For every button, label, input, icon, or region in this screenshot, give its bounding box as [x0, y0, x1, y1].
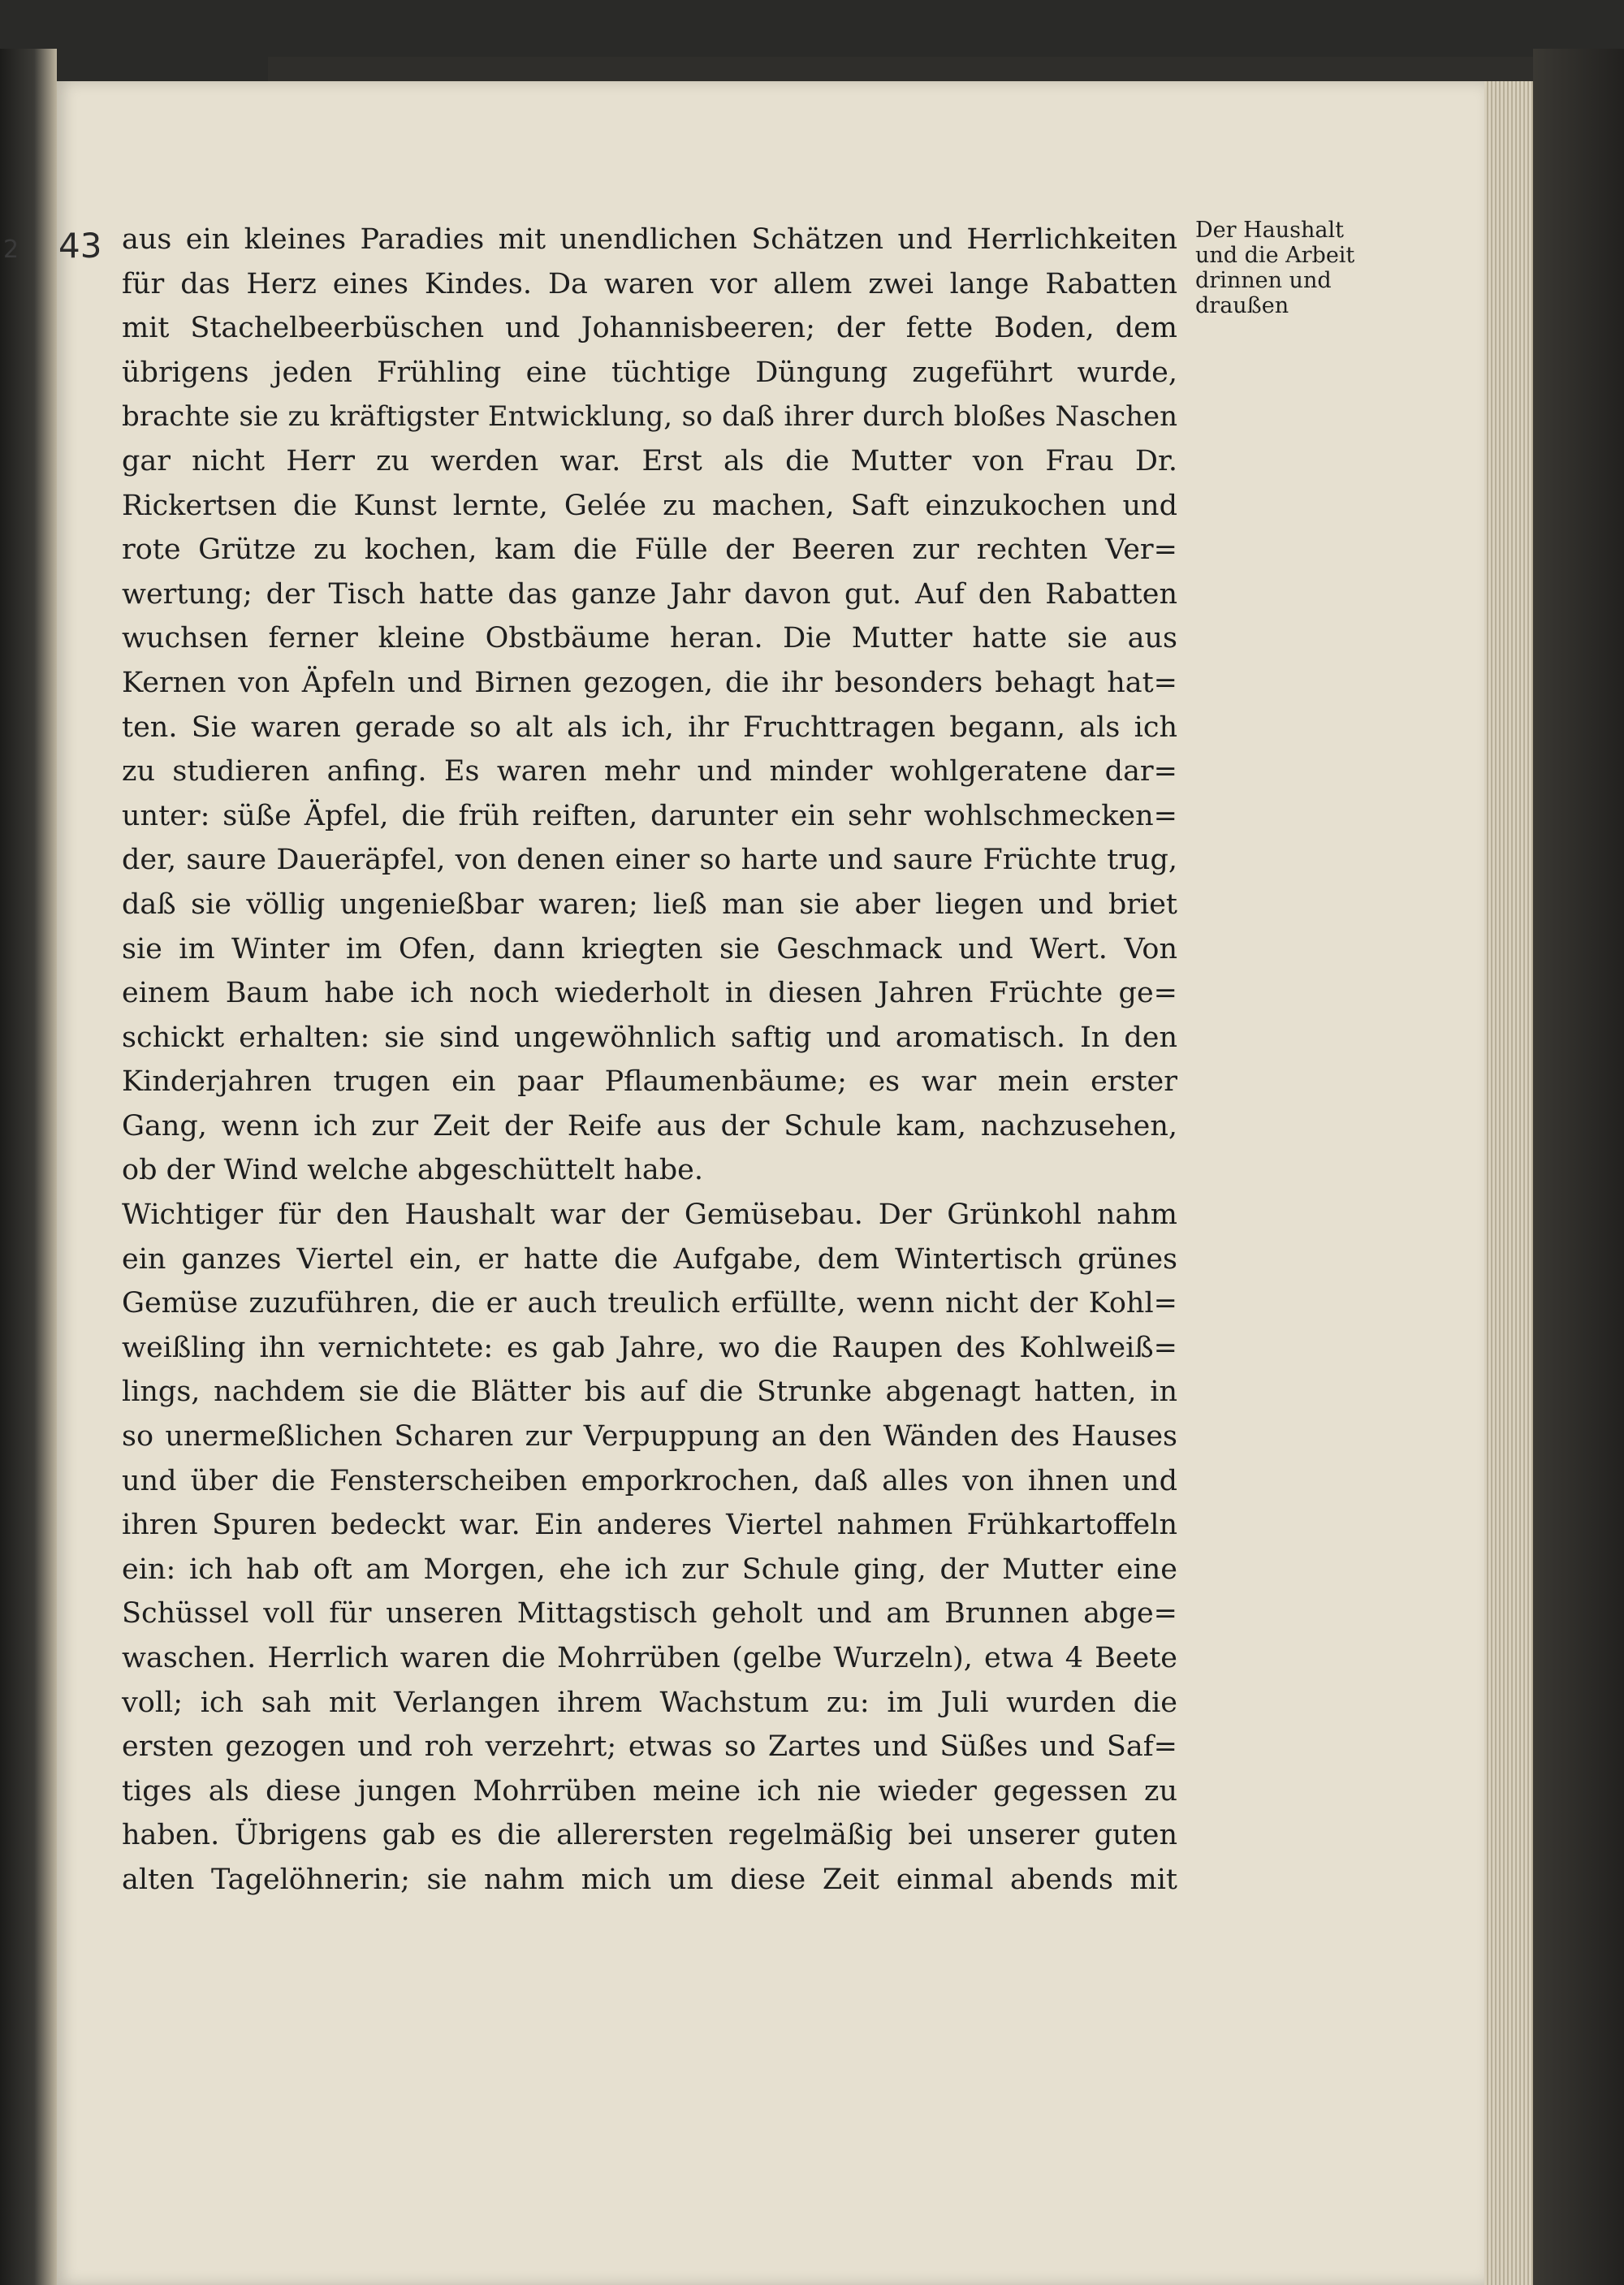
text-line: und über die Fensterscheiben emporkrochen, daß alles von ihnen und — [122, 1464, 1177, 1497]
text-line: zu studieren anfing. Es waren mehr und minder wohlgeratene dar= — [122, 755, 1177, 788]
text-line: ersten gezogen und roh verzehrt; etwas so Zartes und Süßes und Saf= — [122, 1730, 1177, 1764]
text-line: wuchsen ferner kleine Obstbäume heran. Die Mutter hatte sie aus — [122, 622, 1177, 655]
margin-note-line: Der Haushalt — [1195, 218, 1344, 243]
text-line: lings, nachdem sie die Blätter bis auf die Strunke abgenagt hatten, in — [122, 1376, 1177, 1409]
text-line: brachte sie zu kräftigster Entwicklung, so daß ihrer durch bloßes Naschen — [122, 400, 1177, 434]
body-text — [122, 218, 1177, 1903]
book-spine-left — [0, 49, 57, 2285]
text-line: haben. Übrigens gab es die allerersten regelmäßig bei unserer guten — [122, 1819, 1177, 1852]
book-cover-top — [268, 57, 1533, 81]
text-line: waschen. Herrlich waren die Mohrrüben (gelbe Wurzeln), etwa 4 Beete — [122, 1642, 1177, 1674]
text-line: Schüssel voll für unseren Mittagstisch geholt und am Brunnen abge= — [122, 1597, 1177, 1631]
text-line: alten Tagelöhnerin; sie nahm mich um diese Zeit einmal abends mit — [122, 1863, 1177, 1896]
page-number: 43 — [58, 226, 102, 266]
text-line: einem Baum habe ich noch wiederholt in diesen Jahren Früchte ge= — [122, 977, 1177, 1010]
text-line: so unermeßlichen Scharen zur Verpuppung an den Wänden des Hauses — [122, 1420, 1177, 1454]
text-line: aus ein kleines Paradies mit unendlichen Schätzen und Herrlichkeiten — [122, 223, 1177, 256]
text-line: Kinderjahren trugen ein paar Pflaumenbäume; es war mein erster — [122, 1065, 1177, 1099]
text-line: ein ganzes Viertel ein, er hatte die Aufgabe, dem Wintertisch grünes — [122, 1242, 1177, 1276]
text-line: schickt erhalten: sie sind ungewöhnlich saftig und aromatisch. In den — [122, 1021, 1177, 1054]
text-line: ob der Wind welche abgeschüttelt habe. — [122, 1154, 703, 1187]
text-line: Wichtiger für den Haushalt war der Gemüsebau. Der Grünkohl nahm — [122, 1199, 1177, 1232]
text-line: Gemüse zuzuführen, die er auch treulich erfüllte, wenn nicht der Kohl= — [122, 1287, 1177, 1320]
text-line: übrigens jeden Frühling eine tüchtige Düngung zugeführt wurde, — [122, 356, 1177, 389]
page-edges — [1484, 81, 1533, 2285]
text-line: ihren Spuren bedeckt war. Ein anderes Viertel nahmen Frühkartoffeln — [122, 1509, 1177, 1542]
margin-note-line: drinnen und — [1195, 268, 1332, 293]
text-line: rote Grütze zu kochen, kam die Fülle der Beeren zur rechten Ver= — [122, 533, 1177, 567]
text-line: mit Stachelbeerbüschen und Johannisbeeren; der fette Boden, dem — [122, 312, 1177, 345]
left-page-number: 2 — [3, 235, 19, 264]
text-line: ein: ich hab oft am Morgen, ehe ich zur Schule ging, der Mutter eine — [122, 1553, 1177, 1586]
text-line: Gang, wenn ich zur Zeit der Reife aus der Schule kam, nachzusehen, — [122, 1109, 1177, 1142]
text-line: tiges als diese jungen Mohrrüben meine ich nie wieder gegessen zu — [122, 1774, 1177, 1808]
text-line: gar nicht Herr zu werden war. Erst als die Mutter von Frau Dr. — [122, 444, 1177, 477]
text-line: Kernen von Äpfeln und Birnen gezogen, die ihr besonders behagt hat= — [122, 666, 1177, 699]
margin-note-line: und die Arbeit — [1195, 243, 1355, 268]
text-line: für das Herz eines Kindes. Da waren vor allem zwei lange Rabatten — [122, 267, 1177, 300]
text-line: wertung; der Tisch hatte das ganze Jahr davon gut. Auf den Rabatten — [122, 577, 1177, 611]
text-line: Rickertsen die Kunst lernte, Gelée zu machen, Saft einzukochen und — [122, 489, 1177, 522]
text-line: daß sie völlig ungenießbar waren; ließ man sie aber liegen und briet — [122, 888, 1177, 921]
margin-note-line: draußen — [1195, 293, 1289, 318]
text-line: weißling ihn vernichtete: es gab Jahre, wo die Raupen des Kohlweiß= — [122, 1331, 1177, 1364]
text-line: sie im Winter im Ofen, dann kriegten sie Geschmack und Wert. Von — [122, 932, 1177, 965]
margin-note — [1195, 218, 1439, 318]
book-cover-right — [1533, 49, 1624, 2285]
text-line: unter: süße Äpfel, die früh reiften, darunter ein sehr wohlschmecken= — [122, 799, 1177, 832]
text-line: der, saure Daueräpfel, von denen einer so harte und saure Früchte trug, — [122, 844, 1177, 877]
text-line: ten. Sie waren gerade so alt als ich, ihr Fruchttragen begann, als ich — [122, 711, 1177, 744]
text-line: voll; ich sah mit Verlangen ihrem Wachstum zu: im Juli wurden die — [122, 1686, 1177, 1719]
